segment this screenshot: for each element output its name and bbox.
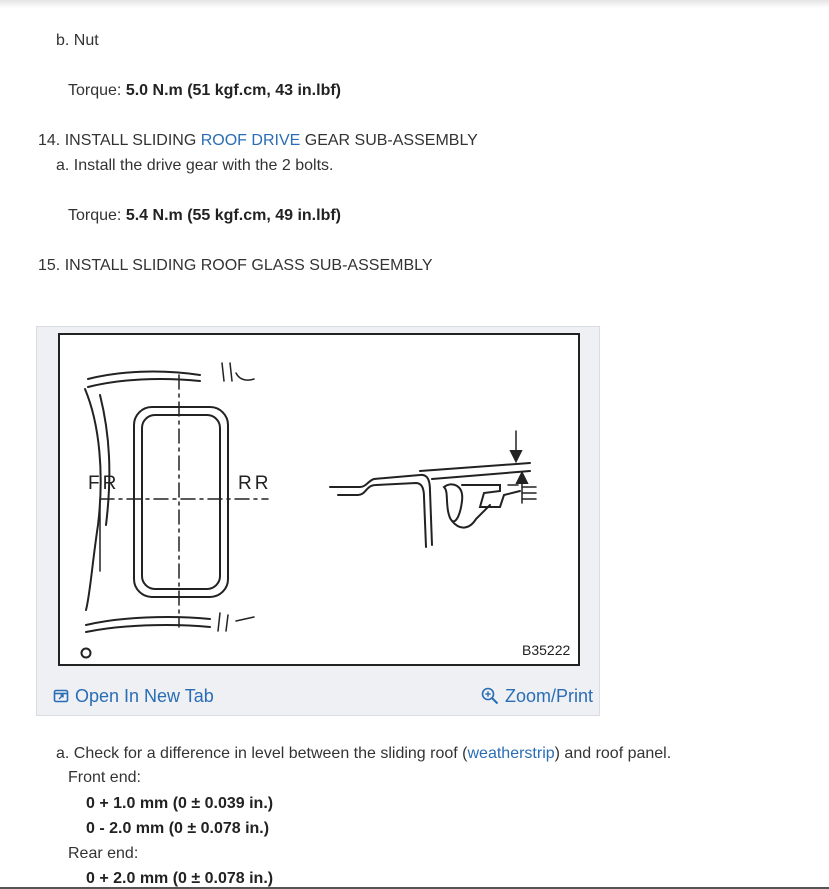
figure-panel <box>36 326 600 716</box>
torque-value: 5.0 N.m (51 kgf.cm, 43 in.lbf) <box>125 82 341 99</box>
step-b-nut: b. Nut <box>56 32 99 49</box>
torque-spec-2 <box>68 206 341 226</box>
front-end-spec-1 <box>86 794 273 814</box>
step-14a: a. Install the drive gear with the 2 bolts. <box>56 157 334 174</box>
spec-value: 0 + 1.0 mm (0 ± 0.039 in.) <box>86 795 274 812</box>
zoom-magnifier-icon <box>481 687 499 705</box>
check-suffix: ) and roof panel. <box>554 745 672 762</box>
top-shadow <box>0 0 829 8</box>
front-end-label: Front end: <box>68 769 141 786</box>
step-14-suffix: GEAR SUB-ASSEMBLY <box>300 132 478 149</box>
zoom-print-label: Zoom/Print <box>505 686 594 706</box>
roof-drive-link[interactable]: ROOF DRIVE <box>200 132 301 149</box>
rear-end-spec-1 <box>86 869 273 889</box>
sliding-roof-diagram <box>60 335 578 664</box>
check-prefix: a. Check for a difference in level between the sliding roof ( <box>56 745 468 762</box>
torque-value: 5.4 N.m (55 kgf.cm, 49 in.lbf) <box>125 207 341 224</box>
front-end-spec-2 <box>86 819 269 839</box>
torque-spec-1 <box>68 81 341 101</box>
figure-toolbar <box>37 683 599 711</box>
zoom-print-button[interactable] <box>481 685 593 707</box>
torque-label: Torque: <box>68 82 122 99</box>
label-rear: RR <box>238 473 272 494</box>
open-in-new-tab-label: Open In New Tab <box>75 686 214 706</box>
torque-label: Torque: <box>68 207 122 224</box>
spec-value: 0 - 2.0 mm (0 ± 0.078 in.) <box>86 820 270 837</box>
step-14-prefix: 14. INSTALL SLIDING <box>38 132 201 149</box>
figure-code: B35222 <box>522 642 571 658</box>
step-14-heading <box>38 131 478 151</box>
figure-illustration[interactable] <box>58 333 580 666</box>
label-front: FR <box>88 473 120 494</box>
spec-value: 0 + 2.0 mm (0 ± 0.078 in.) <box>86 870 274 887</box>
open-in-new-tab-button[interactable] <box>53 685 214 707</box>
weatherstrip-link[interactable]: weatherstrip <box>467 745 555 762</box>
check-level-step <box>56 744 671 764</box>
step-15-heading: 15. INSTALL SLIDING ROOF GLASS SUB-ASSEMBLY <box>38 257 433 274</box>
open-new-tab-icon <box>53 688 69 704</box>
rear-end-label: Rear end: <box>68 845 139 862</box>
